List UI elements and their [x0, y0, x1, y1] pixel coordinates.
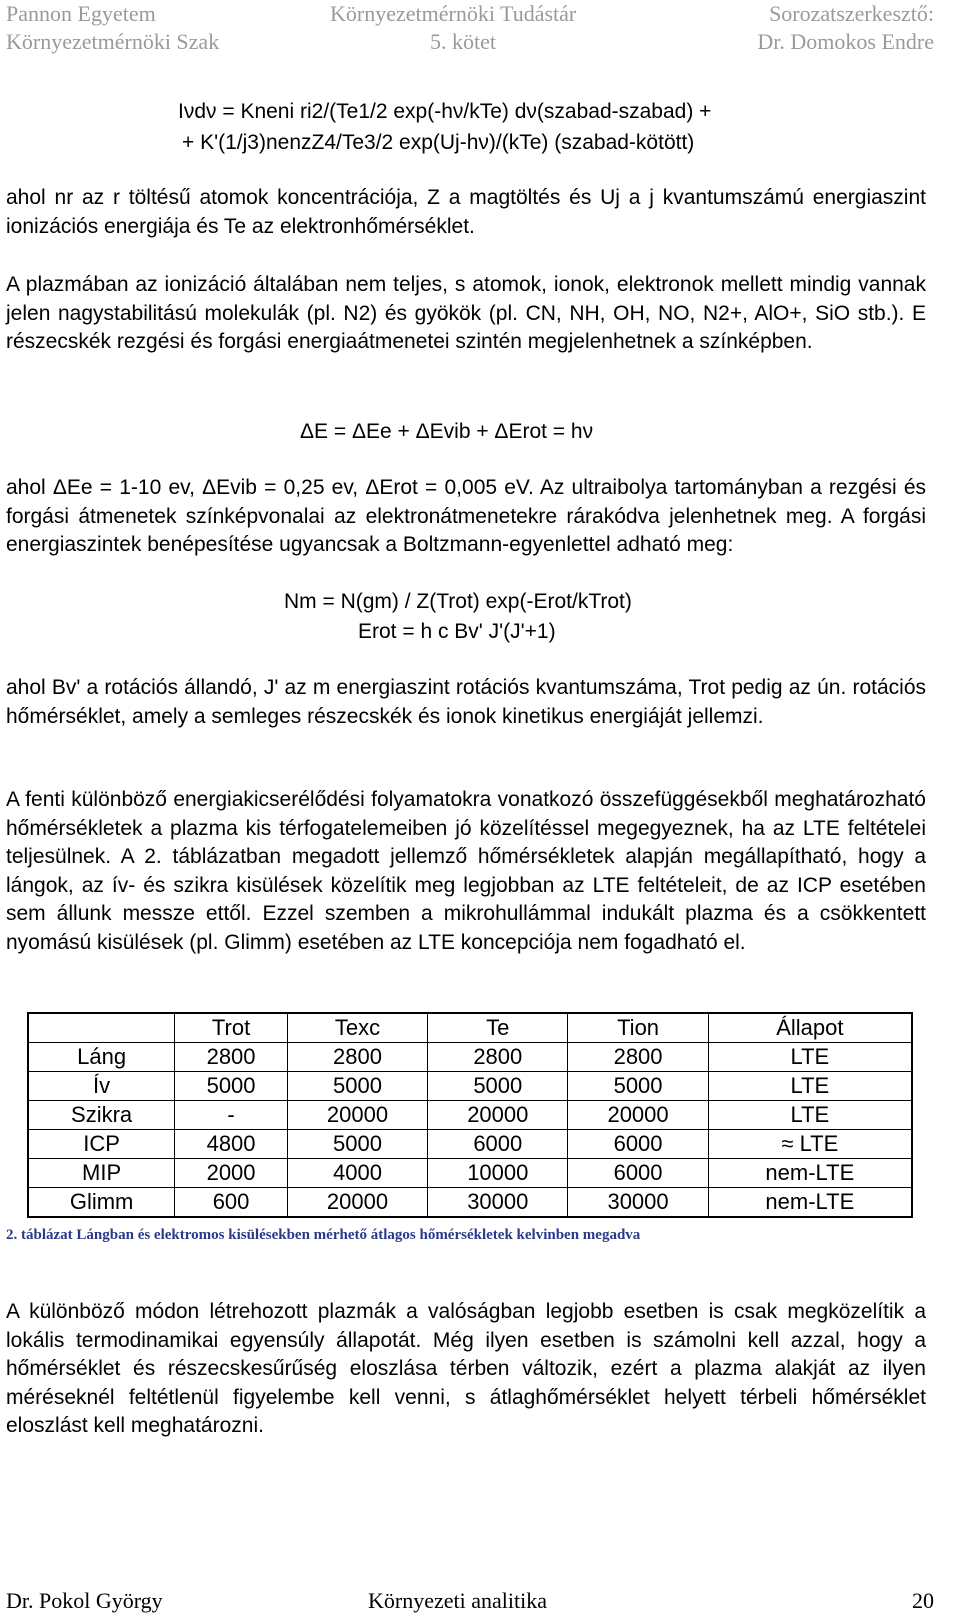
table-header-cell: Trot [175, 1013, 288, 1043]
table-cell: 4000 [287, 1159, 427, 1188]
table-row [28, 1188, 912, 1218]
table-cell: - [175, 1101, 288, 1130]
table-cell: MIP [28, 1159, 175, 1188]
table-header-cell: Texc [287, 1013, 427, 1043]
table-cell: 30000 [568, 1188, 708, 1218]
paragraph-1: ahol nr az r töltésű atomok koncentrációja, Z a magtöltés és Uj a j kvantumszámú energiaszint ionizációs energiája és Te az elektronhőmérséklet. [6, 186, 926, 238]
table-cell: Ív [28, 1072, 175, 1101]
table-cell: 30000 [428, 1188, 568, 1218]
table-cell: LTE [708, 1043, 912, 1072]
page-header [0, 0, 960, 60]
table-cell: 6000 [428, 1130, 568, 1159]
header-series: Környezetmérnöki Tudástár [330, 1, 577, 26]
table-cell: 2800 [568, 1043, 708, 1072]
equation-1-line-2-text: + K'(1/j3)nenzZ4/Te3/2 exp(Uj-hν)/(kTe) (szabad-kötött) [182, 131, 695, 154]
table-cell: 600 [175, 1188, 288, 1218]
table-cell: ≈ LTE [708, 1130, 912, 1159]
table-cell: 4800 [175, 1130, 288, 1159]
table-cell: 20000 [568, 1101, 708, 1130]
table-cell: 20000 [287, 1188, 427, 1218]
table-row [28, 1072, 912, 1101]
table-cell: nem-LTE [708, 1188, 912, 1218]
table-header-cell: Te [428, 1013, 568, 1043]
table-cell: nem-LTE [708, 1159, 912, 1188]
table-cell: 2000 [175, 1159, 288, 1188]
equation-3-line-2: Erot = h c Bv' J'(J'+1) [358, 620, 556, 643]
table-cell: 6000 [568, 1130, 708, 1159]
table-cell: 20000 [287, 1101, 427, 1130]
header-editor-label: Sorozatszerkesztő: [769, 1, 934, 26]
paragraph-2: A plazmában az ionizáció általában nem teljes, s atomok, ionok, elektronok mellett mindig vannak jelen nagystabilitású molekulák (pl. N2) és gyökök (pl. CN, NH, OH, NO, N2+, AlO+, SiO stb.). E részecskék rezgési és forgási energiaátmenetei szintén megjelenhetnek a színképben. [6, 273, 926, 353]
table-cell: ICP [28, 1130, 175, 1159]
table-row [28, 1043, 912, 1072]
table-cell: 2800 [287, 1043, 427, 1072]
paragraph-3: ahol ΔEe = 1-10 ev, ΔEvib = 0,25 ev, ΔErot = 0,005 eV. Az ultraibolya tartományban a rezgési és forgási átmenetek színképvonalai az elektronátmenetekre rárakódva jelenhetnek meg. A forgási energiaszintek benépesítése ugyancsak a Boltzmann-egyenlettel adható meg: [6, 476, 926, 556]
table-cell: LTE [708, 1101, 912, 1130]
header-editor-name: Dr. Domokos Endre [757, 29, 934, 54]
table-header-cell: Tion [568, 1013, 708, 1043]
footer-title: Környezeti analitika [368, 1588, 547, 1613]
equation-1-line-1-text: Iνdν = Kneni ri2/(Te1/2 exp(-hν/kTe) dν(szabad-szabad) + [178, 100, 712, 123]
equation-2: ΔE = ΔEe + ΔEvib + ΔErot = hν [300, 420, 594, 443]
footer-page-number: 20 [912, 1588, 934, 1613]
equation-1-line-1 [178, 98, 711, 126]
paragraph-6: A különböző módon létrehozott plazmák a valóságban legjobb esetben is csak megközelítik a lokális termodinamikai egyensúly állapotát. Még ilyen esetben is számolni kell azzal, hogy a hőmérséklet és részecskesűrűség eloszlása térben változik, ezért a plazma alakját az ilyen méréseknél feltétlenül figyelembe kell venni, s átlaghőmérséklet helyett térbeli hőmérséklet eloszlást kell meghatározni. [6, 1300, 926, 1437]
header-volume: 5. kötet [430, 29, 496, 54]
header-university: Pannon Egyetem [6, 1, 156, 26]
table-cell: 5000 [428, 1072, 568, 1101]
table-cell: 10000 [428, 1159, 568, 1188]
table-cell: 2800 [428, 1043, 568, 1072]
paragraph-5: A fenti különböző energiakicserélődési folyamatokra vonatkozó összefüggésekből meghatározható hőmérsékletek a plazma kis térfogatelemeiben jó közelítéssel megegyeznek, ha az LTE feltételei teljesülnek. A 2. táblázatban megadott jellemző hőmérsékletek alapján megállapítható, hogy a lángok, az ív- és szikra kisülések közelítik meg legjobban az LTE feltételeit, de az ICP esetében sem állunk messze ettől. Ezzel szemben a mikrohullámmal indukált plazma és a csökkentett nyomású kisülések (pl. Glimm) esetében az LTE koncepciója nem fogadható el. [6, 788, 926, 954]
equation-3-line-1: Nm = N(gm) / Z(Trot) exp(-Erot/kTrot) [284, 590, 632, 613]
table-cell: 2800 [175, 1043, 288, 1072]
table-cell: Glimm [28, 1188, 175, 1218]
table-cell: 5000 [287, 1072, 427, 1101]
table-row [28, 1101, 912, 1130]
table-cell: 20000 [428, 1101, 568, 1130]
table-cell: 5000 [568, 1072, 708, 1101]
table-row [28, 1159, 912, 1188]
table-cell: Láng [28, 1043, 175, 1072]
temperature-table [27, 1012, 913, 1218]
table-cell: 5000 [175, 1072, 288, 1101]
paragraph-4: ahol Bv' a rotációs állandó, J' az m energiaszint rotációs kvantumszáma, Trot pedig az ún. rotációs hőmérséklet, amely a semleges részecskék és ionok kinetikus energiáját jellemzi. [6, 676, 926, 728]
table-cell: 6000 [568, 1159, 708, 1188]
table-row [28, 1130, 912, 1159]
footer-author: Dr. Pokol György [6, 1588, 163, 1613]
equation-1-line-2 [182, 129, 694, 157]
table-header-row [28, 1013, 912, 1043]
table-header-cell: Állapot [708, 1013, 912, 1043]
header-program: Környezetmérnöki Szak [6, 29, 220, 54]
table-cell: 5000 [287, 1130, 427, 1159]
table-caption: 2. táblázat Lángban és elektromos kisülésekben mérhető átlagos hőmérsékletek kelvinben megadva [6, 1227, 641, 1243]
table-header-cell [28, 1013, 175, 1043]
table-cell: LTE [708, 1072, 912, 1101]
table-cell: Szikra [28, 1101, 175, 1130]
